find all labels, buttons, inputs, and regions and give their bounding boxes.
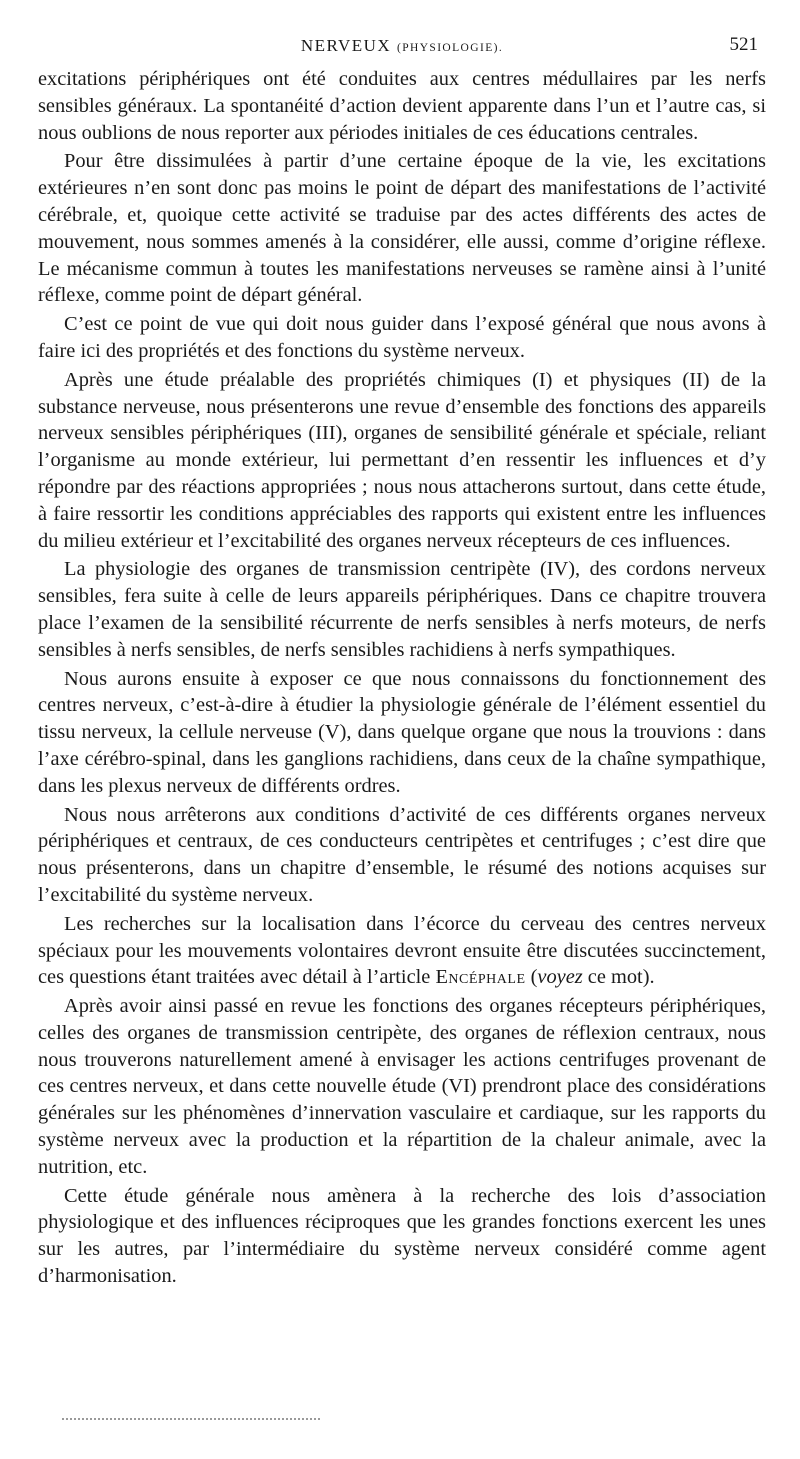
paragraph-text: ( — [525, 966, 538, 989]
paragraph: Nous aurons ensuite à exposer ce que nous connaissons du fonctionnement des centres nerveux, c’est-à-dire à étudier la physiologie générale de l’élément essentiel du tissu nerveux, la cellule nerveuse (V), dans quelque organe que nous la trouvions : dans l’axe cérébro-spinal, dans les ganglions rachidiens, dans ceux de la chaîne sympathique, dans les plexus nerveux de différents ordres. — [38, 667, 766, 797]
page-header — [38, 26, 766, 66]
body-text — [38, 66, 766, 1290]
running-head-title: NERVEUX — [300, 36, 392, 55]
article-reference: Encéphale — [435, 966, 526, 989]
footer-rule — [62, 1418, 320, 1420]
paragraph-text: Les recherches sur la localisation dans l’écorce du cerveau des centres nerveux spéciaux pour les mouvements volontaires devront ensuite être discutées succinctement, ces questions étant traitées avec détail à l’article — [38, 912, 766, 989]
paragraph: C’est ce point de vue qui doit nous guider dans l’exposé général que nous avons à faire ici des propriétés et des fonctions du système nerveux. — [38, 313, 766, 362]
italic-term: voyez — [537, 966, 583, 989]
paragraph: Après une étude préalable des propriétés chimiques (I) et physiques (II) de la substance nerveuse, nous présenterons une revue d’ensemble des fonctions des appareils nerveux sensibles périphériques (III), organes de sensibilité générale et spéciale, reliant l’organisme au monde extérieur, lui permettant d’en ressentir les influences et d’y répondre par des réactions appropriées ; nous nous attacherons surtout, dans cette étude, à faire ressortir les conditions appréciables des rapports qui existent entre les influences du milieu extérieur et l’excitabilité des organes nerveux récepteurs de ces influences. — [38, 368, 766, 552]
running-head-subtitle: (PHYSIOLOGIE). — [396, 42, 504, 54]
paragraph: Nous nous arrêterons aux conditions d’activité de ces différents organes nerveux périphériques et centraux, de ces conducteurs centripètes et centrifuges ; c’est dire que nous présenterons, dans un chapitre d’ensemble, le résumé des notions acquises sur l’excitabilité du système nerveux. — [38, 803, 766, 906]
paragraph-text: ce mot). — [582, 966, 655, 989]
paragraph: Pour être dissimulées à partir d’une certaine époque de la vie, les excitations extérieures n’en sont donc pas moins le point de départ des manifestations de l’activité cérébrale, et, quoique cette activité se traduise par des actes différents des actes de mouvement, nous sommes amenés à la considérer, elle aussi, comme d’origine réflexe. Le mécanisme commun à toutes les manifestations nerveuses se ramène ainsi à l’unité réflexe, comme point de départ général. — [38, 150, 766, 307]
running-head — [301, 26, 503, 68]
paragraph-encephale-reference — [38, 911, 766, 991]
paragraph: Cette étude générale nous amènera à la recherche des lois d’association physiologique et des influences réciproques que les grandes fonctions exercent les unes sur les autres, par l’intermédiaire du système nerveux considéré comme agent d’harmonisation. — [38, 1184, 766, 1288]
paragraph: La physiologie des organes de transmission centripète (IV), des cordons nerveux sensibles, fera suite à celle de leurs appareils périphériques. Dans ce chapitre trouvera place l’examen de la sensibilité récurrente de nerfs sensibles à nerfs moteurs, de nerfs sensibles à nerfs sensibles, de nerfs sensibles rachidiens à nerfs sympathiques. — [38, 558, 766, 661]
page-number: 521 — [729, 34, 758, 55]
document-page — [38, 26, 766, 1292]
paragraph: Après avoir ainsi passé en revue les fonctions des organes récepteurs périphériques, celles des organes de transmission centripète, des organes de réflexion centraux, nous nous trouverons naturellement amené à envisager les actions centrifuges provenant de ces centres nerveux, et dans cette nouvelle étude (VI) prendront place des considérations générales sur les phénomènes d’innervation vasculaire et cardiaque, sur les rapports du système nerveux avec la production et la répartition de la chaleur animale, avec la nutrition, etc. — [38, 995, 766, 1178]
paragraph-continued: excitations périphériques ont été conduites aux centres médullaires par les nerfs sensibles généraux. La spontanéité d’action devient apparente dans l’un et l’autre cas, si nous oublions de nous reporter aux périodes initiales de ces éducations centrales. — [38, 68, 766, 144]
